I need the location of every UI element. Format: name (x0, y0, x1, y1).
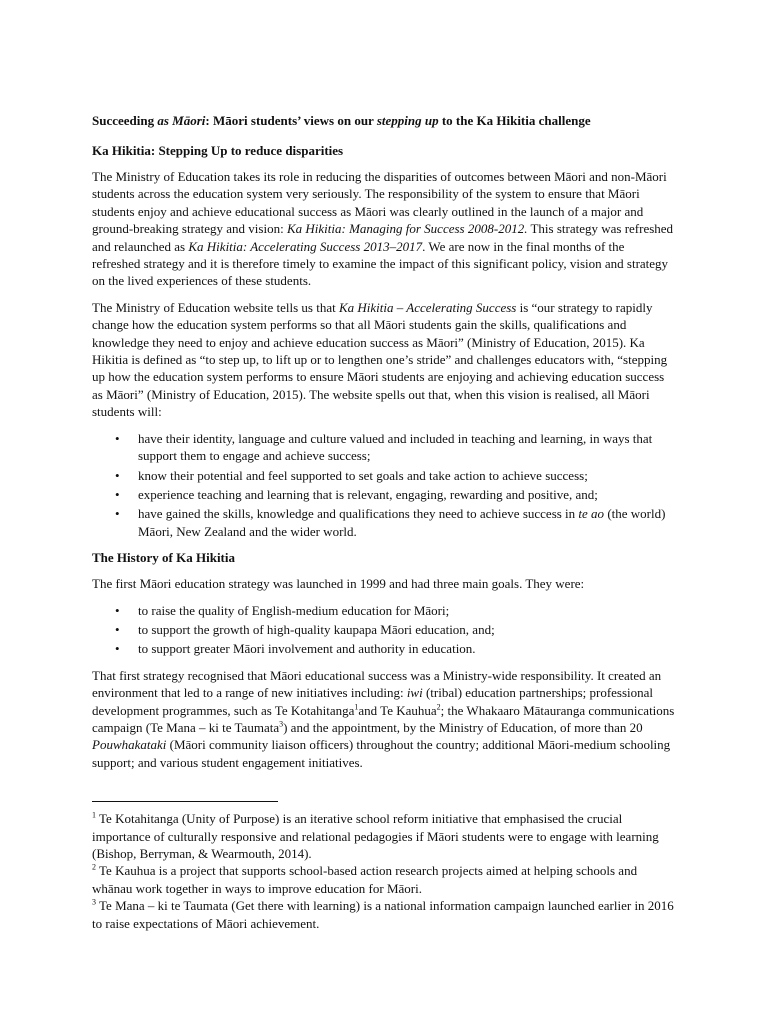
list-item: • know their potential and feel supported to set goals and take action to achieve success; (138, 467, 676, 484)
footnote-ref-2: 2 (436, 702, 441, 712)
footnote-3: $^3$ Te Mana – ki te Taumata (Get there with learning) is a national information campaign launched earlier in 2016 to raise expectations of Māori achievement. (92, 897, 674, 931)
list-item: • to support the growth of high-quality kaupapa Māori education, and; (138, 621, 676, 638)
bullet-list-main-goals (92, 602, 676, 658)
list-item: • experience teaching and learning that is relevant, engaging, rewarding and positive, and; (138, 486, 676, 503)
list-item: • have their identity, language and culture valued and included in teaching and learning, in ways that support them to engage and achieve success; (138, 430, 676, 465)
paragraph-intro: The Ministry of Education takes its role in reducing the disparities of outcomes between Māori and non-Māori students across the education system very seriously. The responsibility of the system to ensure that Māori students enjoy and achieve educational success as Māori was clearly outlined in the launch of a major and ground-breaking strategy and vision: Ka Hikitia: Managing for Success 2008-2012. This strategy was refreshed and relaunched as Ka Hikitia: Accelerating Success 2013–2017. We are now in the final months of the refreshed strategy and it is therefore timely to examine the impact of this significant policy, vision and strategy on the lived experiences of these students. (92, 169, 674, 289)
paragraph-ministry-website: The Ministry of Education website tells us that Ka Hikitia – Accelerating Success is “our strategy to rapidly change how the education system performs so that all Māori students gain the skills, qualifications and knowledge they need to enjoy and achieve education success as Māori” (Ministry of Education, 2015). Ka Hikitia is defined as “to step up, to lift up or to lengthen one’s stride” and challenges educators with, “stepping up how the education system performs to ensure Māori students are enjoying and achieving education success as Māori” (Ministry of Education, 2015). The website spells out that, when this vision is realised, all Māori students will: (92, 299, 668, 420)
document-title: Succeeding as Māori: Māori students’ views on our stepping up to the Ka Hikitia challenge (92, 113, 591, 128)
list-item: • to support greater Māori involvement and authority in education. (138, 640, 676, 657)
section-heading-stepping-up: Ka Hikitia: Stepping Up to reduce disparities (92, 143, 344, 158)
paragraph-initiatives: That first strategy recognised that Māori educational success was a Ministry-wide responsibility. It created an environment that led to a range of new initiatives including: iwi (tribal) education partnerships; professional development programmes, such as Te Kotahitanga$^1$and Te Kauhua$^2$; the Whakaaro Mātauranga communications campaign (Te Mana – ki te Taumata$^3$) and the appointment, by the Ministry of Education, of more than 20 Pouwhakataki (Māori community liaison officers) throughout the country; additional Māori-medium schooling support; and various student engagement initiatives. (92, 667, 675, 770)
bullet-list-student-outcomes (92, 430, 676, 540)
footnote-2: $^2$ Te Kauhua is a project that supports school-based action research projects aimed at helping schools and whānau work together in ways to improve education for Māori. (92, 863, 638, 896)
section-heading-history: The History of Ka Hikitia (92, 550, 235, 566)
footnote-ref-3: 3 (279, 719, 284, 729)
footnote-1: $^1$ Te Kotahitanga (Unity of Purpose) is an iterative school reform initiative that emphasised the crucial importance of culturally responsive and relational pedagogies if Māori students were to engage with learning (Bishop, Berryman, & Wearmouth, 2014). (92, 810, 659, 861)
list-item: • to raise the quality of English-medium education for Māori; (138, 602, 676, 619)
list-item: • have gained the skills, knowledge and qualifications they need to achieve success in te ao (the world) Māori, New Zealand and the wider world. (138, 505, 676, 540)
footnote-ref-1: 1 (354, 702, 359, 712)
footnotes (92, 810, 676, 932)
footnote-divider (92, 801, 278, 802)
paragraph-first-strategy: The first Māori education strategy was launched in 1999 and had three main goals. They were: (92, 576, 585, 592)
